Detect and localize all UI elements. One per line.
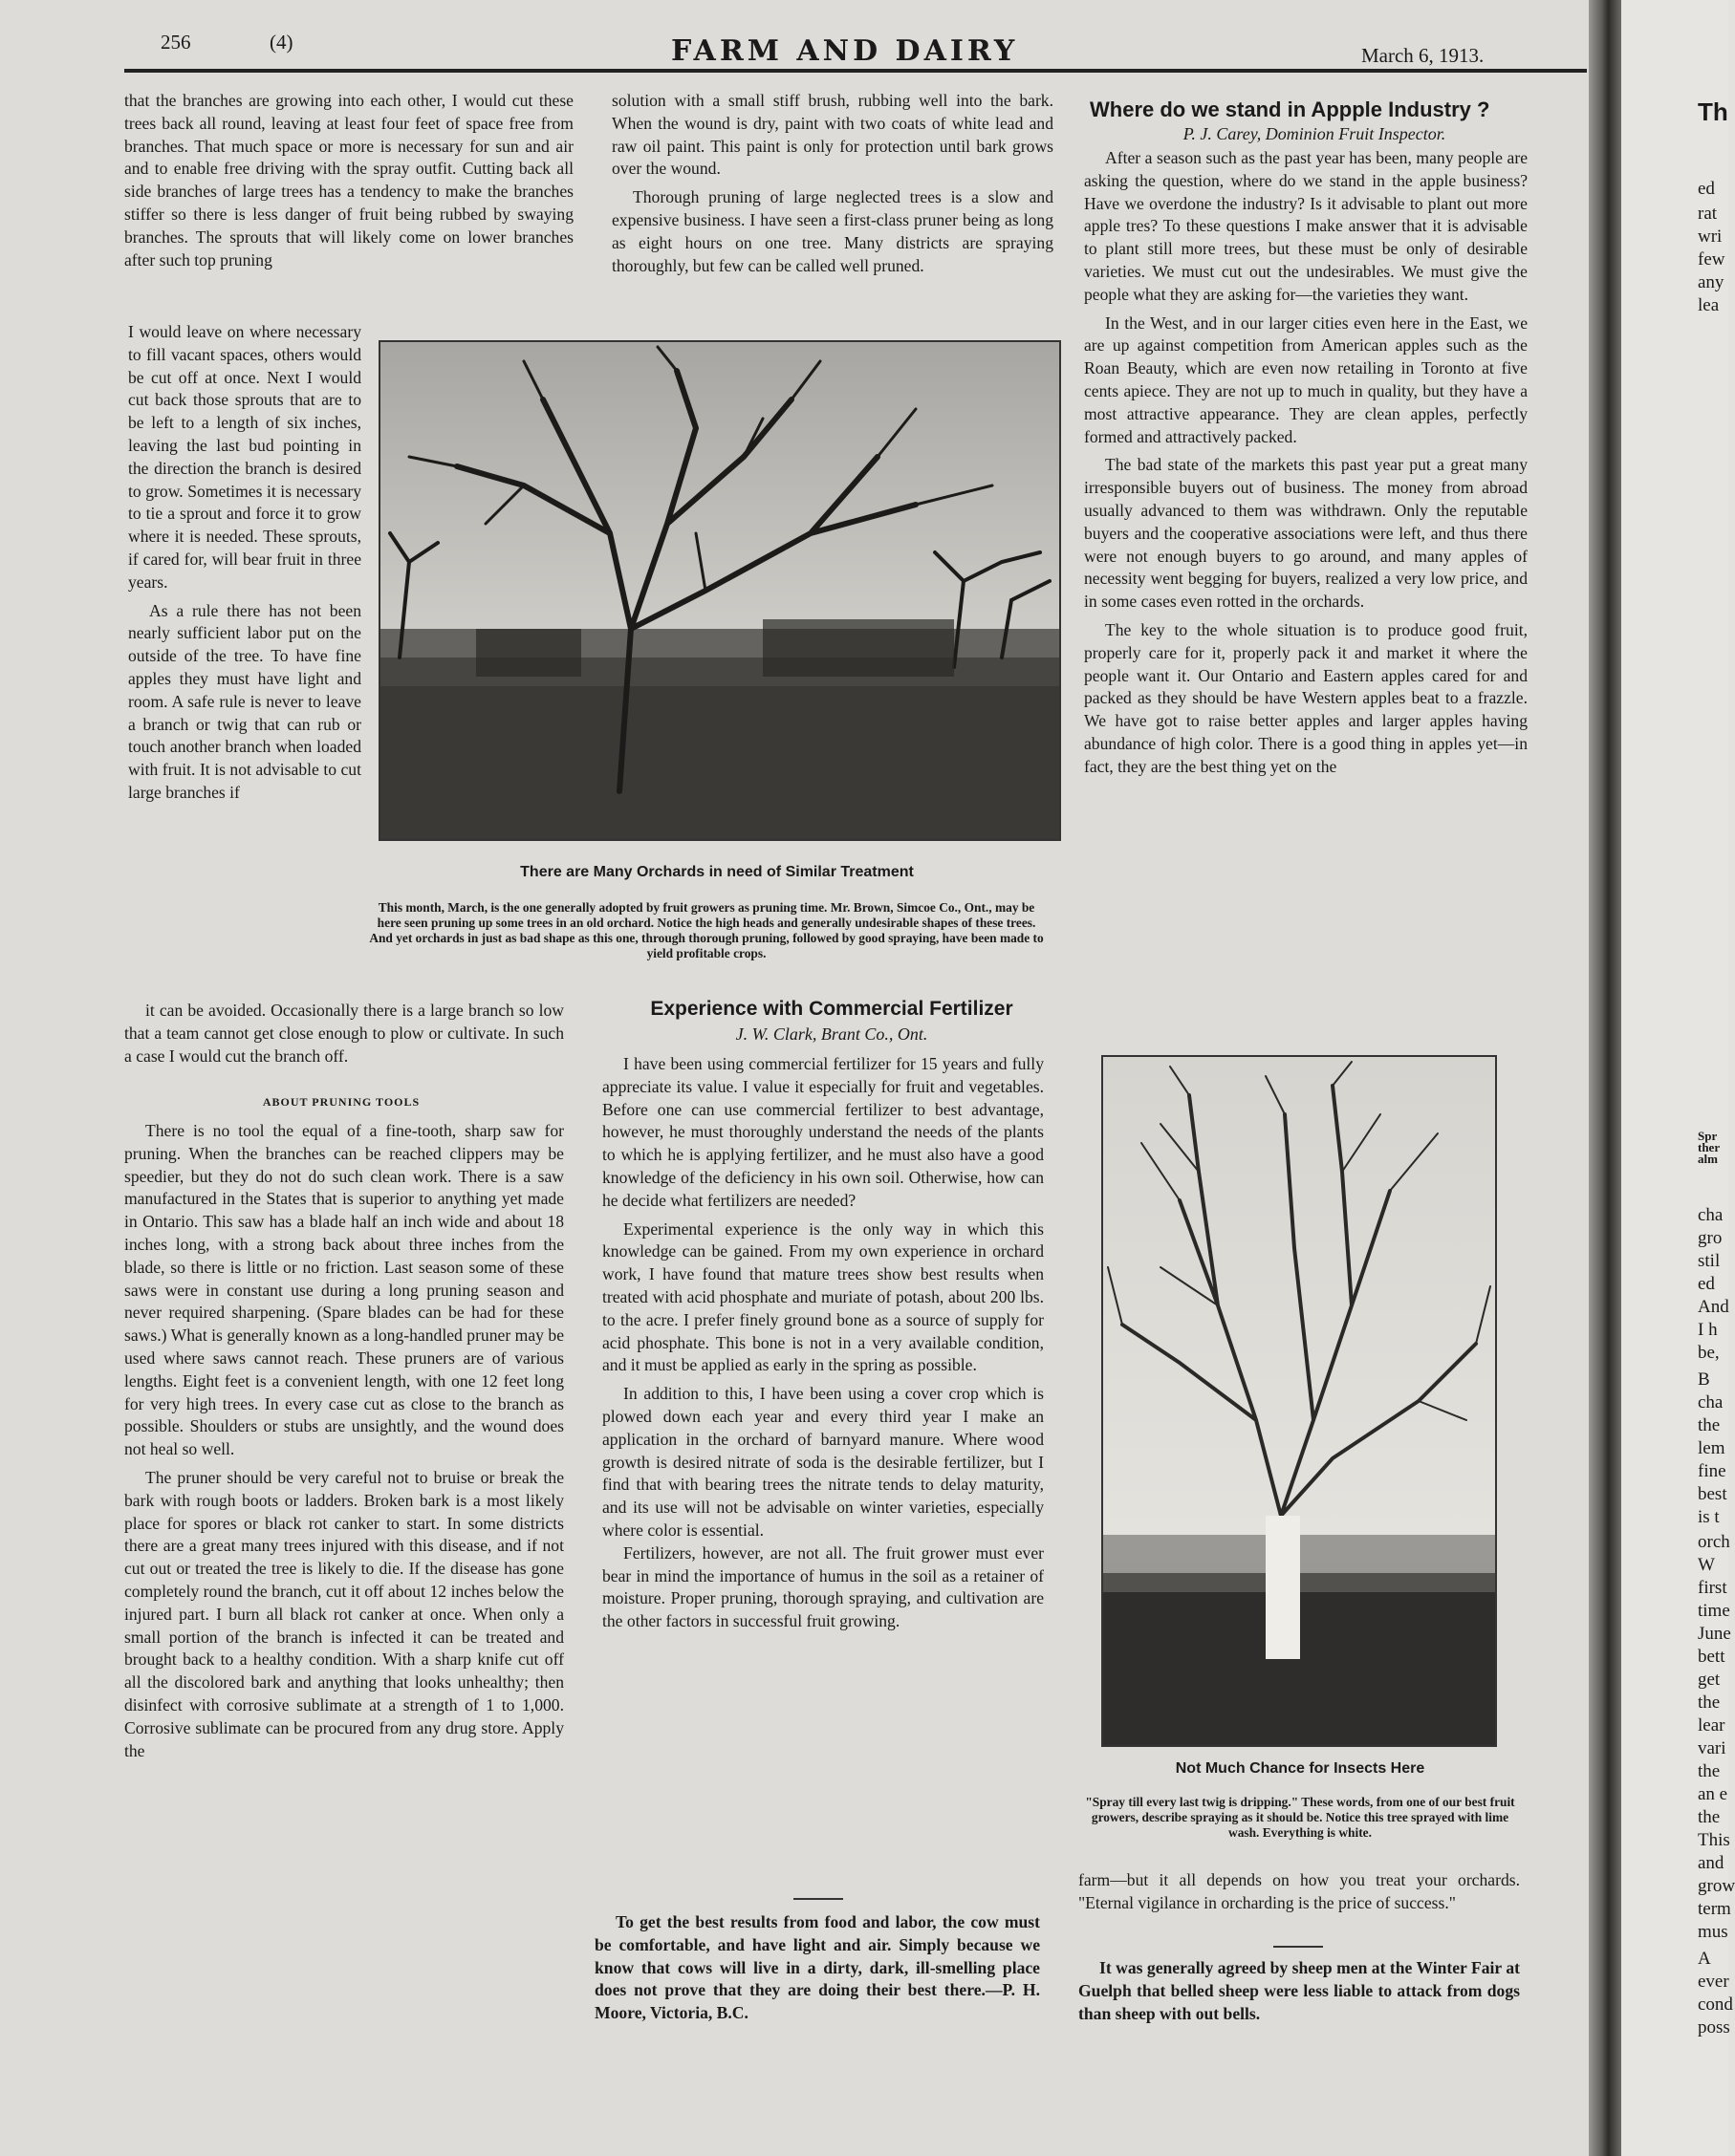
adjacent-text-fragment: term [1698, 1899, 1731, 1919]
adjacent-text-fragment: few [1698, 249, 1725, 270]
paragraph: Fertilizers, however, are not all. The fruit grower must ever bear in mind the importance of humus in the soil as a retainer of moisture. Proper pruning, thorough spraying, and cultivation are the other factors in successful fruit growing. [602, 1542, 1044, 1631]
adjacent-text-fragment: the [1698, 1807, 1721, 1827]
paragraph: As a rule there has not been nearly sufficient labor put on the outside of the tree. To have fine apples they must have light and room. A safe rule is never to leave a branch or twig that can rub or touch another branch when loaded with fruit. It is not advisable to cut large branches if [128, 600, 361, 802]
fertilizer-headline: Experience with Commercial Fertilizer [650, 998, 1013, 1020]
adjacent-text-fragment: first [1698, 1578, 1727, 1598]
adjacent-text-fragment: Spr [1698, 1129, 1718, 1143]
adjacent-text-fragment: rat [1698, 204, 1718, 224]
apple-industry-byline: P. J. Carey, Dominion Fruit Inspector. [1182, 124, 1446, 143]
adjacent-text-fragment: stil [1698, 1251, 1721, 1271]
adjacent-text-fragment: W [1698, 1555, 1715, 1575]
adjacent-text-fragment: is t [1698, 1507, 1720, 1527]
paragraph: it can be avoided. Occasionally there is a large branch so low that a team cannot get close enough to plow or cultivate. In such a case I would cut the branch off. [124, 1001, 564, 1066]
adjacent-text-fragment: This [1698, 1830, 1730, 1850]
paragraph: To get the best results from food and labor, the cow must be comfortable, and have light and air. Simply because we know that cows will live in a dirty, dark, ill-smelling place does not prove that they are doing their best there.—P. H. Moore, Victoria, B.C. [595, 1912, 1040, 2023]
separator [1273, 1946, 1323, 1948]
section-number: (4) [270, 31, 293, 54]
col3-sheep-note [1078, 1957, 1520, 2025]
paragraph: I would leave on where necessary to fill vacant spaces, others would be cut off at once. Next I would cut back those sprouts that are to be left to a length of six inches, leaving the last bud pointing in the direction the branch is desired to grow. Sometimes it is necessary to tie a sprout and force it to grow where it is needed. These sprouts, if cared for, will bear fruit in three years. [128, 322, 361, 592]
sprayed-tree-photo [1101, 1055, 1497, 1747]
paragraph: I have been using commercial fertilizer for 15 years and fully appreciate its value. I value it especially for fruit and vegetables. Before one can use commercial fertilizer to best advantage, however, he must thoroughly understand the needs of the plants to which he is applying fertilizer, and he must also have a good knowledge of the deficiency in his own soil. Otherwise, how can he decide what fertilizers are needed? [602, 1054, 1044, 1210]
page-fold [1589, 0, 1621, 2156]
adjacent-text-fragment: vari [1698, 1738, 1726, 1758]
adjacent-text-fragment: the [1698, 1415, 1721, 1435]
photo1-caption-title: There are Many Orchards in need of Similar Treatment [520, 864, 914, 880]
adjacent-text-fragment: best [1698, 1484, 1727, 1504]
paragraph: solution with a small stiff brush, rubbing well into the bark. When the wound is dry, paint with two coats of white lead and raw oil paint. This paint is only for protection until bark grows over the wound. [612, 91, 1053, 179]
adjacent-text-fragment: wri [1698, 226, 1723, 247]
adjacent-text-fragment: cha [1698, 1392, 1724, 1412]
adjacent-text-fragment: B [1698, 1369, 1710, 1390]
paragraph: Experimental experience is the only way in which this knowledge can be gained. From my own experience in orchard work, I have found that mature trees show best results when treated with acid phosphate and muriate of potash, about 200 lbs. to the acre. I prefer finely ground bone as a source of supply for acid phosphate. This bone is not in a very available condition, and it must be applied as early in the spring as possible. [602, 1218, 1044, 1375]
sprayed-tree-image [1103, 1057, 1495, 1745]
adjacent-text-fragment: mus [1698, 1922, 1728, 1942]
header-rule [124, 69, 1587, 73]
subheading-pruning-tools: ABOUT PRUNING TOOLS [262, 1095, 421, 1109]
adjacent-text-fragment: the [1698, 1761, 1721, 1781]
col2-cow-note [595, 1911, 1040, 2025]
orchard-trees-image [380, 342, 1059, 839]
adjacent-text-fragment: fine [1698, 1461, 1726, 1481]
adjacent-page-title: Th [1698, 97, 1728, 126]
page-number: 256 [161, 31, 191, 54]
adjacent-text-fragment: time [1698, 1601, 1730, 1621]
photo2-caption-title: Not Much Chance for Insects Here [1175, 1760, 1425, 1777]
col1-top [124, 90, 574, 271]
adjacent-text-fragment: bett [1698, 1647, 1725, 1667]
apple-industry-headline: Where do we stand in Appple Industry ? [1090, 97, 1490, 121]
adjacent-text-fragment: the [1698, 1692, 1721, 1713]
adjacent-text-fragment: and [1698, 1853, 1724, 1873]
adjacent-text-fragment: alm [1698, 1152, 1718, 1166]
adjacent-text-fragment: ed [1698, 1274, 1715, 1294]
adjacent-text-fragment: poss [1698, 2017, 1730, 2037]
paragraph: In addition to this, I have been using a cover crop which is plowed down each year and every third year I make an application in the orchard of barnyard manure. Where wood growth is desired nitrate of soda is the desirable fertilizer, but I find that with bearing trees the nitrate tends to delay maturity, and its use will not be advisable on winter varieties, especially where color is essential. [602, 1384, 1044, 1540]
issue-date: March 6, 1913. [1361, 44, 1485, 67]
paragraph: The pruner should be very careful not to bruise or break the bark with rough boots or ladders. Broken bark is a most likely place for spores or black rot canker to start. In some districts there are a great many trees injured with this disease, and if not cut out or treated the tree is likely to die. If the disease has gone completely round the branch, cut it off about 12 inches below the injured part. I burn all black rot canker at once. When only a small portion of the branch is infected it can be treated and brought back to a healthy condition. With a sharp knife cut off all the discolored bark and anything that looks unhealthy; then disinfect with corrosive sublimate at a strength of 1 to 1,000. Corrosive sublimate can be procured from any drug store. Apply the [124, 1467, 564, 1760]
col3-apple [1084, 147, 1528, 779]
col2-fertilizer [602, 1053, 1044, 1633]
paragraph: that the branches are growing into each other, I would cut these trees back all round, leaving at least four feet of space free from branches. That much space or more is necessary for sun and air and to enable free driving with the spray outfit. Cutting back all side branches of large trees has a tendency to make the branches stiffer so there is less danger of fruit being rubbed by swaying branches. The sprouts that will likely come on lower branches after such top pruning [124, 91, 574, 270]
col1-tools [124, 1120, 564, 1762]
adjacent-text-fragment: cond [1698, 1994, 1733, 2015]
adjacent-text-fragment: get [1698, 1670, 1721, 1690]
photo1-caption-body: This month, March, is the one generally adopted by fruit growers as pruning time. Mr. Brown, Simcoe Co., Ont., may be here seen pruning up some trees in an old orchard. Notice the high heads and generally undesirable shapes of these trees. And yet orchards in just as bad shape as this one, through thorough pruning, followed by good spraying, have been made to yield profitable crops. [369, 900, 1044, 960]
col3-continuation [1078, 1869, 1520, 1915]
paragraph: After a season such as the past year has been, many people are asking the question, where do we stand in the apple business? Have we overdone the industry? Is it advisable to plant out more apple tres? To these questions I make answer that it is advisable to plant still more trees, but these must be only of desirable varieties. We must cut out the undesirables. We must give the people what they are asking for—the varieties they want. [1084, 148, 1528, 304]
paragraph: Thorough pruning of large neglected trees is a slow and expensive business. I have seen a first-class pruner being as long as eight hours on one tree. Many districts are spraying thoroughly, but few can be called well pruned. [612, 187, 1053, 275]
paragraph: It was generally agreed by sheep men at the Winter Fair at Guelph that belled sheep were less liable to attack from dogs than sheep with out bells. [1078, 1958, 1520, 2023]
paragraph: farm—but it all depends on how you treat your orchards. "Eternal vigilance in orcharding is the price of success." [1078, 1870, 1520, 1912]
separator [793, 1898, 843, 1900]
adjacent-text-fragment: be, [1698, 1343, 1720, 1363]
adjacent-text-fragment: any [1698, 272, 1724, 292]
adjacent-text-fragment: ther [1698, 1140, 1721, 1154]
paragraph: There is no tool the equal of a fine-tooth, sharp saw for pruning. When the branches can be reached clippers may be speedier, but they do not do such clean work. There is a saw manufactured in the States that is superior to anything yet made in Ontario. This saw has a blade half an inch wide and about 18 inches long, with a strong back about three inches from the blade, so there is little or no friction. Last season some of these saws were in constant use during a long pruning season and never required sharpening. (Spare blades can be had for these saws.) What is generally known as a long-handled pruner may be used where saws cannot reach. These pruners are of various lengths. Eight feet is a convenient length, with one 12 feet long for very high trees. In every case cut as close to the branch as possible. Shoulders or stubs are unsightly, and the wound does not heal so well. [124, 1121, 564, 1459]
photo2-caption-body: "Spray till every last twig is dripping." These words, from one of our best fruit growers, describe spraying as it should be. Notice this tree sprayed with lime wash. Everything is white. [1085, 1795, 1515, 1840]
paragraph: The bad state of the markets this past year put a great many irresponsible buyers out of business. The money from abroad usually advanced to them was withdrawn. Only the reputable buyers and the cooperative associations were left, and thus there were not enough buyers to go around, and many apples of necessity went begging for buyers, realized a very low price, and in some cases even rotted in the orchards. [1084, 455, 1528, 612]
col1-lower [124, 1000, 564, 1067]
adjacent-text-fragment: gro [1698, 1228, 1723, 1248]
col2-top [612, 90, 1053, 277]
adjacent-text-fragment: cha [1698, 1205, 1724, 1225]
adjacent-text-fragment: lear [1698, 1715, 1725, 1736]
orchard-photo [379, 340, 1061, 841]
col1-narrow [128, 321, 361, 805]
paragraph: The key to the whole situation is to produce good fruit, properly care for it, properly pack it and market it where the people want it. Our Ontario and Eastern apples cared for and packed as they should be have Western apples beat to a frazzle. We have got to raise better apples and larger apples having abundance of high color. There is a good thing in apples yet—in fact, they are the best thing yet on the [1084, 619, 1528, 776]
paragraph: In the West, and in our larger cities even here in the East, we are up against competition from American apples such as the Roan Beauty, which are even now retailing in Toronto at five cents apiece. They are not up to much in quality, but they have a most attractive appearance. They are clean apples, perfectly formed and attractively packed. [1084, 313, 1528, 446]
adjacent-text-fragment: A [1698, 1949, 1711, 1969]
adjacent-page-fragment [1621, 0, 1735, 2156]
adjacent-text-fragment: lea [1698, 295, 1720, 315]
adjacent-text-fragment: I h [1698, 1320, 1718, 1340]
adjacent-text-fragment: an e [1698, 1784, 1728, 1804]
adjacent-text-fragment: orch [1698, 1532, 1730, 1552]
adjacent-text-fragment: grow [1698, 1876, 1735, 1896]
adjacent-text-fragment: June [1698, 1624, 1731, 1644]
fertilizer-byline: J. W. Clark, Brant Co., Ont. [735, 1024, 928, 1044]
adjacent-text-fragment: ed [1698, 179, 1715, 199]
adjacent-text-fragment: ever [1698, 1972, 1729, 1992]
adjacent-text-fragment: And [1698, 1297, 1729, 1317]
adjacent-text-fragment: lem [1698, 1438, 1725, 1458]
masthead-title: FARM AND DAIRY [671, 34, 1019, 68]
